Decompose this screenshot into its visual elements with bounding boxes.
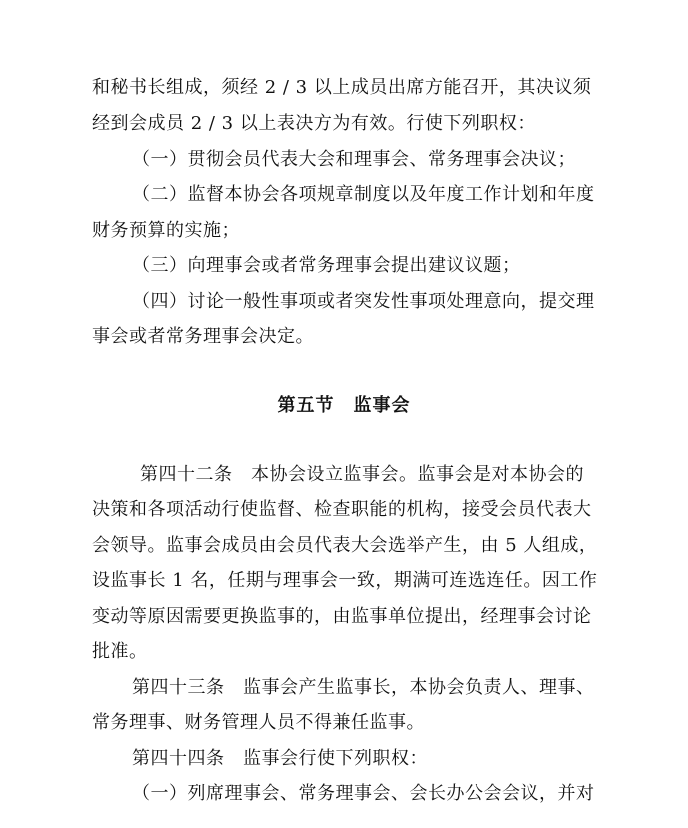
paragraph-line: 常务理事、财务管理人员不得兼任监事。 [92, 712, 425, 733]
list-item: （一）列席理事会、常务理事会、会长办公会会议，并对 [132, 783, 595, 804]
article-start: 第四十三条 监事会产生监事长，本协会负责人、理事、 [132, 677, 595, 698]
paragraph-line: 经到会成员 2 / 3 以上表决方为有效。行使下列职权： [92, 113, 536, 134]
article-start: 第四十四条 监事会行使下列职权： [132, 748, 428, 769]
paragraph-line: 决策和各项活动行使监督、检查职能的机构，接受会员代表大 [92, 499, 592, 520]
paragraph-line: 财务预算的实施； [92, 220, 240, 241]
list-item: （一）贯彻会员代表大会和理事会、常务理事会决议； [132, 149, 576, 170]
list-item: （四）讨论一般性事项或者突发性事项处理意向，提交理 [132, 291, 595, 312]
paragraph-line: 变动等原因需要更换监事的，由监事单位提出，经理事会讨论 [92, 606, 592, 627]
section-title: 第五节 监事会 [277, 395, 411, 416]
paragraph-line: 批准。 [92, 641, 148, 662]
paragraph-line: 会领导。监事会成员由会员代表大会选举产生，由 5 人组成， [92, 535, 598, 556]
paragraph-line: 和秘书长组成，须经 2 / 3 以上成员出席方能召开，其决议须 [92, 77, 592, 98]
article-start: 第四十二条 本协会设立监事会。监事会是对本协会的 [140, 464, 584, 485]
paragraph-line: 事会或者常务理事会决定。 [92, 326, 314, 347]
list-item: （二）监督本协会各项规章制度以及年度工作计划和年度 [132, 184, 595, 205]
paragraph-line: 设监事长 1 名，任期与理事会一致，期满可连选连任。因工作 [92, 570, 598, 591]
list-item: （三）向理事会或者常务理事会提出建议议题； [132, 255, 521, 276]
